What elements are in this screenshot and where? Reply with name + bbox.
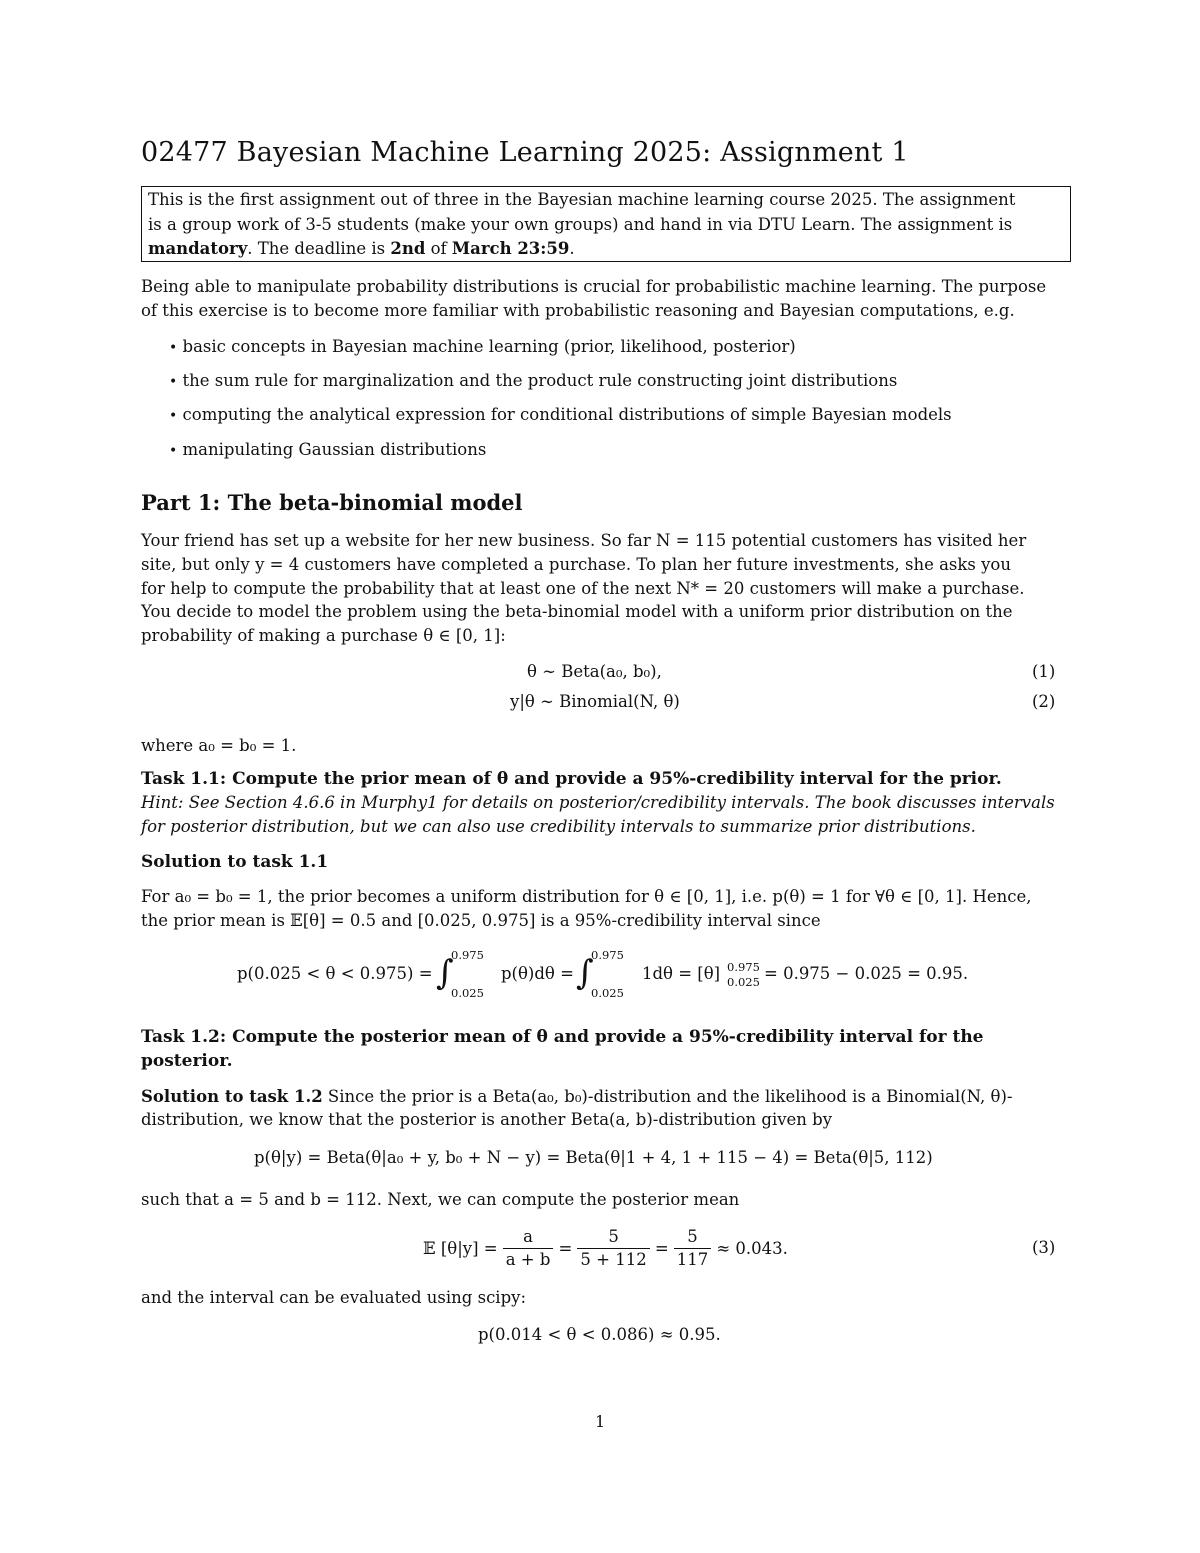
paragraph-line: Your friend has set up a website for her new business. So far N = 115 potential customers has visited her (141, 531, 1027, 550)
where-line: where a₀ = b₀ = 1. (141, 736, 297, 755)
notice-line-1: This is the first assignment out of three in the Bayesian machine learning course 2025. The assignment (148, 190, 1016, 209)
deadline-day: 2nd (390, 239, 426, 258)
integral-sign: ∫ (436, 953, 454, 993)
posterior-mean-rhs: ≈ 0.043. (716, 1239, 788, 1258)
evaluation-lower-limit: 0.025 (727, 975, 760, 989)
notice-line-2: is a group work of 3-5 students (make your own groups) and hand in via DTU Learn. The assignment is (148, 215, 1013, 234)
bullet-item (169, 438, 486, 463)
fraction (577, 1226, 649, 1271)
task-1-2-heading-line-1: Task 1.2: Compute the posterior mean of θ and provide a 95%-credibility interval for the (141, 1027, 984, 1047)
integral-lower-limit: 0.025 (591, 986, 624, 1000)
integral-lower-limit: 0.025 (451, 986, 484, 1000)
intro-line-1: Being able to manipulate probability distributions is crucial for probabilistic machine learning. The purpose (141, 277, 1047, 296)
paragraph-line: probability of making a purchase θ ∈ [0, 1]: (141, 626, 506, 645)
solution-1-2-line-1 (141, 1085, 1013, 1109)
paragraph-line: for help to compute the probability that at least one of the next N* = 20 customers will make a purchase. (141, 579, 1025, 598)
bullet-item (169, 335, 796, 360)
mandatory-word: mandatory (148, 239, 248, 258)
bullet-item (169, 403, 952, 428)
solution-1-2-line-2: distribution, we know that the posterior is another Beta(a, b)-distribution given by (141, 1110, 833, 1129)
solution-1-2-heading: Solution to task 1.2 (141, 1087, 323, 1106)
deadline-text: . The deadline is (247, 239, 391, 258)
task-1-1-hint-line-1: Hint: See Section 4.6.6 in Murphy1 for details on posterior/credibility intervals. The book discusses intervals (141, 793, 1055, 812)
fraction-denominator: 5 + 112 (580, 1250, 647, 1269)
solution-1-2-line-3: such that a = 5 and b = 112. Next, we can compute the posterior mean (141, 1190, 740, 1209)
bullet-icon: • (169, 408, 178, 424)
bullet-text: basic concepts in Bayesian machine learning (prior, likelihood, posterior) (182, 337, 796, 356)
equation-number-2: (2) (1032, 692, 1056, 711)
interval-equation: p(0.014 < θ < 0.086) ≈ 0.95. (478, 1325, 721, 1344)
fraction-numerator: 5 (674, 1226, 712, 1249)
posterior-equation: p(θ|y) = Beta(θ|a₀ + y, b₀ + N − y) = Beta(θ|1 + 4, 1 + 115 − 4) = Beta(θ|5, 112) (254, 1148, 933, 1167)
page-number: 1 (595, 1412, 606, 1431)
bullet-item (169, 369, 897, 394)
integral-upper-limit: 0.975 (451, 948, 484, 962)
posterior-mean-lhs: 𝔼 [θ|y] = (423, 1239, 498, 1258)
equals-sign: = (558, 1239, 573, 1258)
fraction-numerator: 5 (577, 1226, 649, 1249)
integral-lhs: p(0.025 < θ < 0.975) = (237, 964, 433, 983)
equation-number-1: (1) (1032, 662, 1056, 681)
paragraph-line: You decide to model the problem using the beta-binomial model with a uniform prior distribution on the (141, 602, 1013, 621)
equation-1: θ ∼ Beta(a₀, b₀), (527, 662, 662, 681)
solution-1-1-line-1: For a₀ = b₀ = 1, the prior becomes a uniform distribution for θ ∈ [0, 1], i.e. p(θ) = 1 for ∀θ ∈ [0, 1]. Hence, (141, 887, 1032, 906)
integral-body: p(θ)dθ = (501, 964, 574, 983)
solution-1-2-text: Since the prior is a Beta(a₀, b₀)-distribution and the likelihood is a Binomial(N, θ)- (322, 1087, 1013, 1106)
page-title: 02477 Bayesian Machine Learning 2025: Assignment 1 (141, 137, 909, 168)
solution-1-1-line-2: the prior mean is 𝔼[θ] = 0.5 and [0.025, 0.975] is a 95%-credibility interval since (141, 911, 821, 930)
task-1-1-heading: Task 1.1: Compute the prior mean of θ and provide a 95%-credibility interval for the prior. (141, 769, 1002, 789)
integral-sign: ∫ (576, 953, 594, 993)
integral-equation (237, 944, 977, 1004)
equation-number-3: (3) (1032, 1238, 1056, 1257)
solution-1-2-line-4: and the interval can be evaluated using scipy: (141, 1288, 527, 1307)
fraction (674, 1226, 712, 1271)
bullet-text: computing the analytical expression for conditional distributions of simple Bayesian models (182, 405, 952, 424)
deadline-of: of (425, 239, 452, 258)
fraction (503, 1226, 554, 1271)
integral-rhs: = 0.975 − 0.025 = 0.95. (764, 964, 969, 983)
intro-line-2: of this exercise is to become more familiar with probabilistic reasoning and Bayesian computations, e.g. (141, 301, 1015, 320)
integral-body: 1dθ = [θ] (642, 964, 721, 983)
bullet-text: manipulating Gaussian distributions (182, 440, 487, 459)
bullet-icon: • (169, 374, 178, 390)
task-1-1-hint-line-2: for posterior distribution, but we can also use credibility intervals to summarize prior distributions. (141, 817, 976, 836)
deadline-period: . (569, 239, 575, 258)
integral-upper-limit: 0.975 (591, 948, 624, 962)
section-heading-part1: Part 1: The beta-binomial model (141, 490, 523, 515)
fraction-denominator: a + b (505, 1250, 551, 1269)
equals-sign: = (654, 1239, 669, 1258)
fraction-denominator: 117 (676, 1250, 709, 1269)
notice-line-3 (148, 237, 575, 261)
bullet-text: the sum rule for marginalization and the product rule constructing joint distributions (182, 371, 898, 390)
paragraph-line: site, but only y = 4 customers have completed a purchase. To plan her future investments, she asks you (141, 555, 1011, 574)
fraction-numerator: a (503, 1226, 554, 1249)
task-1-2-heading-line-2: posterior. (141, 1051, 233, 1071)
deadline-date: March 23:59 (451, 239, 570, 258)
bullet-icon: • (169, 340, 178, 356)
equation-2: y|θ ∼ Binomial(N, θ) (510, 692, 680, 711)
evaluation-upper-limit: 0.975 (727, 960, 760, 974)
posterior-mean-equation (423, 1226, 788, 1278)
solution-1-1-heading: Solution to task 1.1 (141, 852, 329, 872)
bullet-icon: • (169, 443, 178, 459)
